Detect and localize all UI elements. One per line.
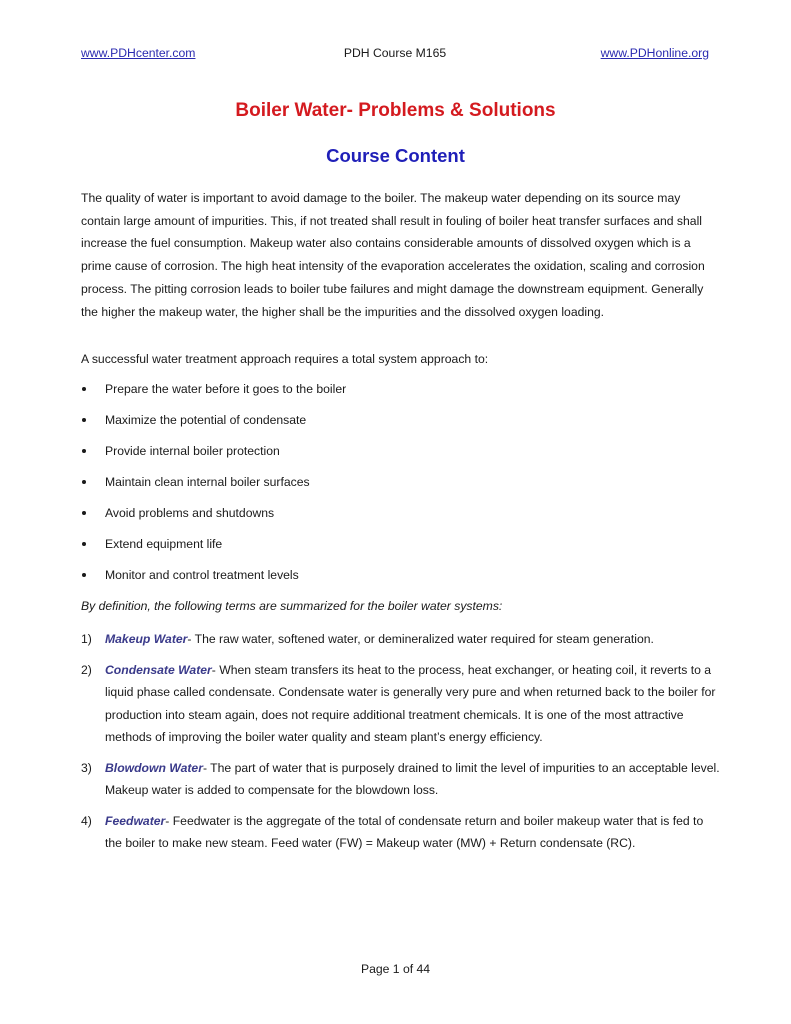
list-item: Extend equipment life [81,537,346,568]
bullet-icon [82,418,86,422]
bullet-icon [82,480,86,484]
definition-item [81,757,721,802]
list-item: Provide internal boiler protection [81,444,346,475]
pdhonline-link[interactable]: www.PDHonline.org [600,46,709,60]
list-item: Monitor and control treatment levels [81,568,346,599]
definition-item [81,659,721,749]
intro-paragraph: The quality of water is important to avoid damage to the boiler. The makeup water depending on its source may contain large amount of impurities. This, if not treated shall result in fouling of boiler heat transfer surfaces and shall increase the fuel consumption. Makeup water also contains considerable amounts of dissolved oxygen which is a prime cause of corrosion. The high heat intensity of the evaporation accelerates the oxidation, scaling and corrosion process. The pitting corrosion leads to boiler tube failures and might damage the downstream equipment. Generally the higher the makeup water, the higher shall be the impurities and the dissolved oxygen loading. [81,191,705,319]
definition-text: - The part of water that is purposely drained to limit the level of impurities to an acceptable level. Makeup water is added to compensate for the blowdown loss. [105,760,720,797]
document-title: Boiler Water- Problems & Solutions [235,100,556,121]
definition-text: - Feedwater is the aggregate of the total of condensate return and boiler makeup water that is fed to the boiler to make new steam. Feed water (FW) = Makeup water (MW) + Return condensate (RC). [105,813,704,850]
term-condensate-water: Condensate Water [105,662,212,677]
item-number: 2) [81,662,92,677]
bullet-icon [82,449,86,453]
term-feedwater: Feedwater [105,813,166,828]
section-title: Course Content [326,145,465,166]
item-number: 3) [81,760,92,775]
page-header [81,46,709,62]
list-item: Avoid problems and shutdowns [81,506,346,537]
approach-intro: A successful water treatment approach requires a total system approach to: [81,352,489,366]
bullet-icon [82,542,86,546]
term-blowdown-water: Blowdown Water [105,760,203,775]
pdhcenter-link[interactable]: www.PDHcenter.com [81,46,196,60]
definitions-intro: By definition, the following terms are summarized for the boiler water systems: [81,599,503,613]
definition-item [81,810,721,855]
definition-text: - When steam transfers its heat to the process, heat exchanger, or heating coil, it reverts to a liquid phase called condensate. Condensate water is generally very pure and when returned back to the boiler for production into steam again, does not require additional treatment chemicals. It is one of the most attractive methods of improving the boiler water quality and steam plant’s energy efficiency. [105,662,716,744]
list-item: Prepare the water before it goes to the boiler [81,382,346,413]
definition-text: - The raw water, softened water, or demineralized water required for steam generation. [187,632,654,646]
bullet-icon [82,511,86,515]
page-number: Page 1 of 44 [360,962,431,976]
course-code: PDH Course M165 [343,46,447,60]
item-number: 1) [81,632,92,646]
item-number: 4) [81,813,92,828]
list-item: Maintain clean internal boiler surfaces [81,475,346,506]
definition-item [81,628,721,651]
list-item: Maximize the potential of condensate [81,413,346,444]
term-makeup-water: Makeup Water [105,632,188,646]
bullet-icon [82,387,86,391]
bullet-icon [82,573,86,577]
definitions-list [81,628,721,863]
approach-list [81,382,346,599]
